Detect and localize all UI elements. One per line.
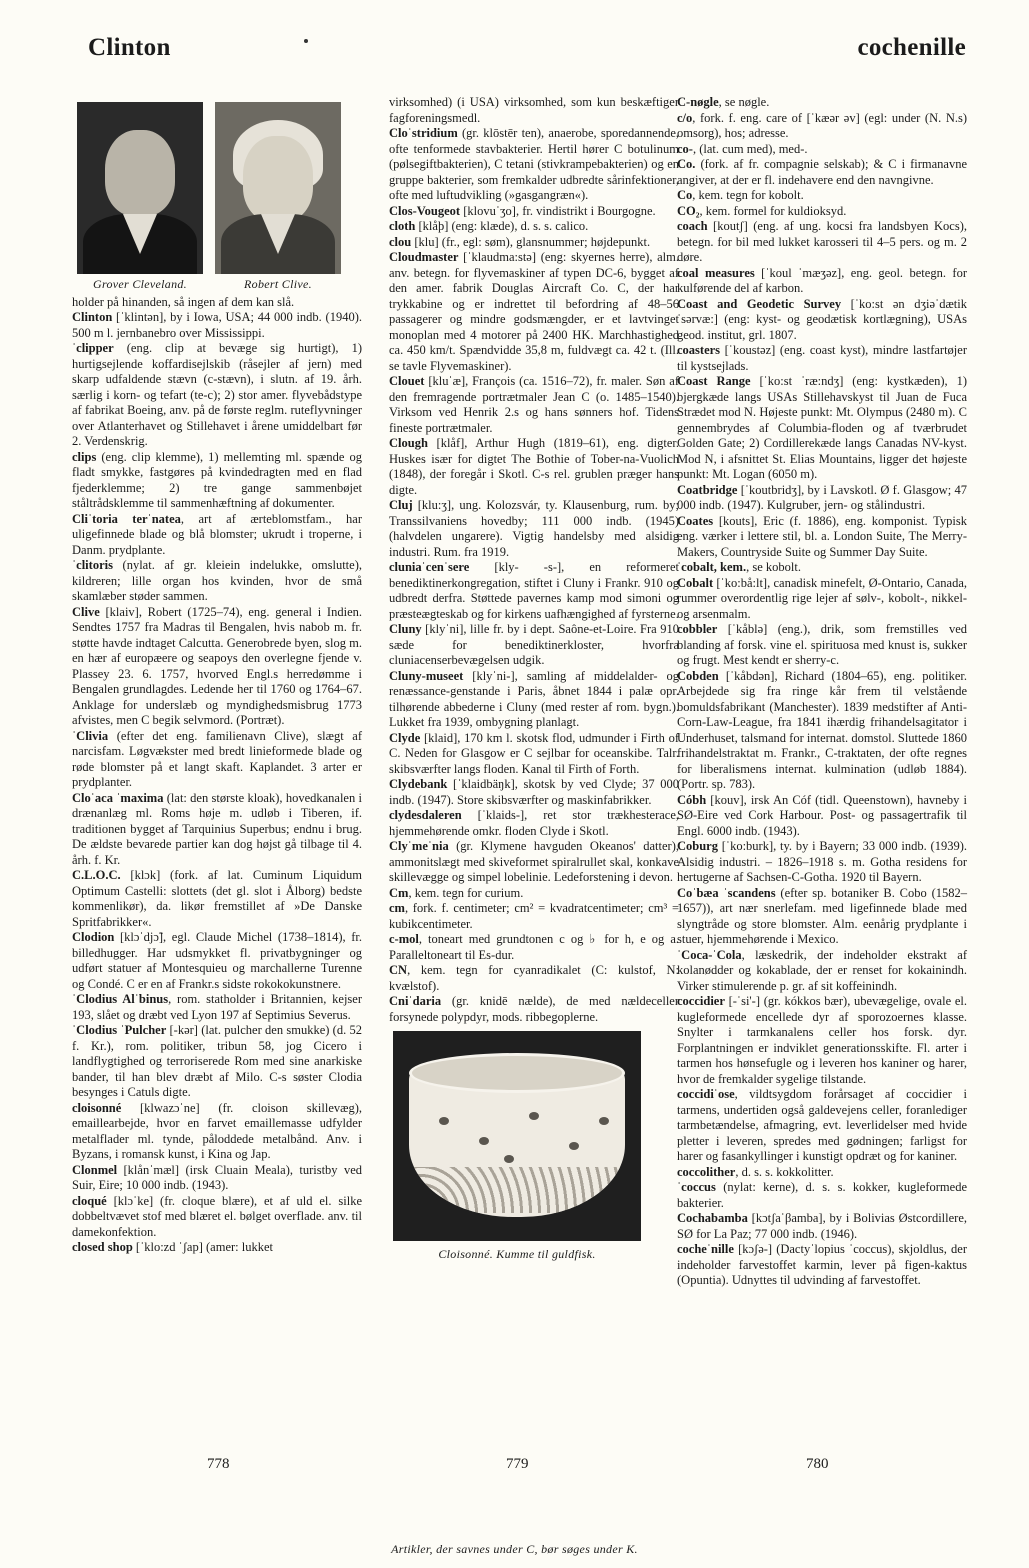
entry-headword: Cloˈstridium	[389, 126, 458, 140]
entry-text: , (lat. cum med), med-.	[692, 141, 808, 156]
entry-text: [ˈklo:zd ˈʃap] (amer: lukket	[132, 1240, 273, 1254]
entry-text: [klɔˈke] (fr. cloque blære), et af uld el. silke dobbeltvævet stof med blæret el. bølget overflade. anv. til damekonfektion.	[72, 1193, 362, 1239]
entry-headword: ˈcoccus	[677, 1180, 716, 1194]
entry-text: [klu:ʒ], ung. Kolozsvár, ty. Klausenburg, rum. by; Transsilvaniens hovedby; 111 000 indb. (1945) (halvdelen ungarere). Vigtig handelsby med alsidig industri. Rum. fra 1919.	[389, 498, 679, 559]
dictionary-entry	[389, 669, 679, 731]
entry-headword: ˈClivia	[72, 728, 109, 743]
entry-text: [ˈkoul ˈmæʒəz], eng. geol. betegn. for kulførende del af karbon.	[677, 265, 967, 295]
entry-headword: Cochabamba	[677, 1211, 748, 1225]
entry-text: , fork. f. centimeter; cm² = kvadratcentimeter; cm³ = kubikcentimeter.	[389, 901, 679, 931]
entry-text: (fork. af fr. compagnie selskab); & C i firmanavne angiver, at der er fl. indehavere end den navngivne.	[677, 157, 967, 187]
entry-headword: Cobden	[677, 668, 719, 683]
dictionary-entry	[72, 868, 362, 930]
entry-text: [klånˈmæl] (irsk Cluain Meala), turistby ved Suir, Eire; 10 000 indb. (1943).	[72, 1162, 362, 1192]
entry-headword: coccolither	[677, 1164, 736, 1179]
entry-text: [ˈkoutbridʒ], by i Lavskotl. Ø f. Glasgow; 47 000 indb. (1947). Kulgruber, jern- og stålindustri.	[677, 482, 967, 512]
footer-note: Artikler, der savnes under C, bør søges under K.	[391, 1542, 638, 1556]
dictionary-entry	[72, 1163, 362, 1194]
entry-headword: ˈClodius ˈPulcher	[72, 1023, 167, 1037]
entry-headword: c/o	[677, 110, 693, 125]
dictionary-entry	[677, 793, 967, 840]
entry-text: [-kər] (lat. pulcher den smukke) (d. 52 f. Kr.), rom. politiker, tribun 58, jog Cicero i landflygtighed og terroriserede Rom med sine anarkiske bander, til han blev dræbt af Milo. C-s søster Clodia besynges i Catuls digte.	[72, 1023, 362, 1099]
dictionary-entry	[677, 142, 967, 158]
entry-headword: coccidier	[677, 994, 725, 1008]
entry-headword: cloth	[389, 219, 416, 233]
dictionary-entry	[72, 1194, 362, 1241]
entry-text: [kouts], Eric (f. 1886), eng. komponist. Typisk eng. værker i lettere stil, bl. a. London Suite, The Merry-Makers, Countryside Suite og Summer Day Suite.	[677, 513, 967, 559]
entry-text: [klåf], Arthur Hugh (1819–61), eng. digter. Huskes især for digtet The Bothie of Tober-na-Vuolich (1848), der foregår i Skotl. C-s rel. grublen præger hans digte.	[389, 436, 679, 497]
dictionary-entry	[389, 250, 679, 374]
portrait-cleveland	[74, 102, 206, 293]
entry-headword: Clyde	[389, 730, 421, 745]
entry-text: [klovuˈʒo], fr. vindistrikt i Bourgogne.	[460, 203, 656, 218]
column-2	[389, 95, 679, 1263]
page-number-779: 779	[506, 1456, 529, 1472]
dictionary-entry	[677, 157, 967, 188]
entry-text: , kem. tegn for cyanradikalet (C: kulstof, N: kvælstof).	[389, 963, 679, 993]
entry-text: [klu] (fr., egl: søm), glansnummer; højdepunkt.	[411, 234, 651, 249]
entry-text: [klåþ] (eng: klæde), d. s. s. calico.	[415, 219, 589, 233]
entry-text: [klwazɔˈne] (fr. cloison skillevæg), emaillearbejde, hvor en farvet emaillemasse udfylder metalflader ml. tynde, påloddede metalbånd. Anv. i Byzans, i romansk kunst, i Kina og Jap.	[72, 1100, 362, 1161]
entry-headword: Cobalt	[677, 575, 714, 590]
entry-text: (nylat. af gr. kleiein indelukke, omslutte), kildreren; lille organ hos kvinden, hvor de små skamlæber støder sammen.	[72, 558, 362, 603]
entry-headword: C-nøgle	[677, 95, 719, 109]
dictionary-entry	[677, 343, 967, 374]
portrait-figure	[74, 102, 344, 293]
portrait-image	[77, 102, 203, 274]
entry-text: , art af ærteblomstfam., har uligefinnede blade og blå blomster; ukrudt i troperne, i Danm. prydplante.	[72, 511, 363, 557]
entry-headword: CN	[389, 963, 408, 977]
entry-text: (gr. Klymene havguden Okeanos' datter), ammonitslægt med skiveformet spiralrullet skal, konkave skillevægge og simpel lobelinie. Ledeforstening i devon.	[389, 839, 679, 884]
entry-text: [ˈko:st ˈræ:ndʒ] (eng: kystkæden), 1) bjergkæde langs USAs Stillehavskyst til Juan de Fuca Strædet mod N. Højeste punkt: Mt. Olympus (2480 m). C gennembrydes af Columbia-floden og af tværbrudet Golden Gate; 2) Cordillerekæde langs Canadas NV-kyst. Mod N, i afsnittet St. Elias Mountains, ligger det højeste punkt: Mt. Logan (6050 m).	[677, 374, 967, 481]
entry-text: [ˈkoustəz] (eng. coast kyst), mindre lastfartøjer til kystsejlads.	[677, 343, 967, 373]
entry-headword: Coburg	[677, 839, 718, 853]
dictionary-entry	[72, 791, 362, 869]
entry-headword: Clyˈmeˈnia	[389, 839, 449, 853]
entry-text: (efter sp. botaniker B. Cobo (1582–1657)), art nær snerlefam. med ligefinnede blade med slyngtråde og store blomster. Alm. eenårig prydplante i stuer, hjemmehørende i Mexico.	[677, 885, 967, 946]
dictionary-entry	[72, 295, 362, 311]
cloisonne-figure	[393, 1031, 641, 1263]
dictionary-entry	[389, 932, 679, 963]
entry-headword: clips	[72, 449, 97, 464]
dictionary-entry	[389, 622, 679, 669]
portrait-caption: Robert Clive.	[244, 277, 312, 291]
dictionary-entry	[677, 948, 967, 995]
entry-headword: Clive	[72, 604, 100, 619]
entry-headword: ˈClodius Alˈbinus	[72, 992, 169, 1006]
entry-text: [ˈklaids-], ret stor trækhesterace, hjemmehørende omkr. floden Clyde i Skotl.	[389, 808, 679, 838]
entry-text: [kly- -s-], en reformeret benediktinerkongregation, stiftet i Cluny i Frankr. 910 og udbredt derfra. Støttede pavernes kamp mod simoni og præsteægteskab og for kirkens uafhængighed af fyrsterne.	[389, 560, 679, 621]
entry-headword: cloisonné	[72, 1100, 122, 1115]
entry-headword: Clos-Vougeot	[389, 203, 461, 218]
entry-text: [-ˈsi'-] (gr. kókkos bær), ubevægelige, ovale el. kugleformede encellede dyr af sporozoernes klasse. Snylter i tarmkanalens celler hos forsk. dyr. Forplantningen er indviklet generationsskifte. Fl. arter i tarmen hos hønsefugle og i leveren hos kaniner og harer, hvor de fremkalder sygelige tilstande.	[677, 994, 967, 1086]
entry-text: [ˈkåblə] (eng.), drik, som fremstilles ved blanding af forsk. vine el. spirituosa med knust is, sukker og frugt. Mest kendt er sherry-c.	[677, 622, 967, 667]
portrait-clive	[212, 102, 344, 293]
entry-text: (gr. klōstēr ten), anaerobe, sporedannende, ofte tenformede stavbakterier. Hertil hører C botulinum (pølsegiftbakterien), C tetani (stivkrampebakterien) og en gruppe bakterier, som fremkalder udbredte sårinfektioner, ofte med luftudvikling (»gasgangræn«).	[389, 126, 679, 202]
running-head-right: cochenille	[857, 34, 966, 61]
entry-text: (eng. clip klemme), 1) mellemting ml. spænde og fladt smykke, fastgøres på kvindedragten med en flad fjederklemme; 2) tre gange sammenbøjet ståltrådsklemme til sammenhæftning af dokumenter.	[72, 449, 362, 510]
dictionary-entry	[677, 188, 967, 204]
entry-headword: Cluj	[389, 498, 413, 512]
entry-headword: Cloudmaster	[389, 250, 459, 264]
dictionary-entry	[389, 95, 679, 126]
dictionary-entry	[677, 95, 967, 111]
entry-headword: Coatbridge	[677, 482, 738, 497]
entry-headword: Cloˈaca ˈmaxima	[72, 790, 164, 805]
dictionary-entry	[677, 886, 967, 948]
dictionary-entry	[389, 731, 679, 778]
entry-headword: Co	[677, 188, 693, 202]
column-3	[677, 95, 967, 1289]
entry-headword: cobbler	[677, 622, 718, 636]
entry-text: [ˈklintən], by i Iowa, USA; 44 000 indb. (1940). 500 m l. jernbanebro over Mississippi.	[72, 310, 362, 340]
entry-text: [ˈko:burk], ty. by i Bayern; 33 000 indb. (1939). Alsidig industri. – 1826–1918 s. m. Gotha residens for hertugerne af Sachsen-C-Gotha. 1920 til Bayern.	[677, 839, 967, 884]
entry-text: holder på hinanden, så ingen af dem kan slå.	[72, 294, 295, 309]
dictionary-entry	[389, 839, 679, 886]
dictionary-entry	[389, 374, 679, 436]
cloisonne-bowl-image	[393, 1031, 641, 1241]
entry-headword: cm	[389, 901, 405, 915]
entry-headword: coasters	[677, 343, 721, 357]
entry-headword: Clinton	[72, 310, 113, 324]
entry-text: , kem. tegn for curium.	[408, 885, 524, 900]
dictionary-entry	[677, 622, 967, 669]
entry-text: [klaiv], Robert (1725–74), eng. general i Indien. Sendtes 1757 fra Madras til Bengalen, hvis nabob m. fr. støtte havde indtaget Calcutta. Generobrede byen, slog m. en hær af europæere og seapoys den overlegne fjende v. Plassey 23. 6. 1757, hvorved Engl.s herredømme i Bengalen grundlagdes. Ledende her til 1760 og 1764–67. Anklage for underslæb og myndighedsmisbrug 1773 afvistes, men C begik selvmord. (Portræt).	[72, 604, 362, 727]
dictionary-entry	[677, 994, 967, 1087]
entry-text: [kouv], irsk An Cóf (tidl. Queenstown), havneby i SØ-Eire ved Cork Harbour. Post- og passagertrafik til Engl. 6000 indb. (1943).	[677, 792, 967, 838]
dictionary-entry	[389, 560, 679, 622]
entry-text: [kluˈæ], François (ca. 1516–72), fr. maler. Søn af den fremragende portrætmaler Jean C (o. 1485–1540). Virksom ved Henrik 2.s og hans sønners hof. Tidens fineste portrætmaler.	[389, 374, 679, 435]
entry-headword: closed shop	[72, 1240, 133, 1254]
entry-headword: Coˈbæa ˈscandens	[677, 885, 776, 900]
dictionary-entry	[677, 669, 967, 793]
entry-text: [ˈko:bå:lt], canadisk minefelt, Ø-Ontario, Canada, rummer overordentlig rige lejer af sølv-, kobolt-, nikkel- og arsenmalm.	[677, 575, 967, 621]
dictionary-entry	[677, 204, 967, 220]
entry-headword: C.L.O.C.	[72, 868, 121, 882]
portrait-caption: Grover Cleveland.	[93, 277, 187, 291]
dictionary-entry	[389, 436, 679, 498]
dictionary-entry	[677, 1165, 967, 1181]
entry-text: [klaid], 170 km l. skotsk flod, udmunder i Firth of C. Neden for Glasgow er C sejlbar for oceanskibe. Talr. skibsværfter langs floden. Kanal til Firth of Forth.	[389, 730, 679, 776]
entry-headword: Clouet	[389, 374, 425, 388]
dictionary-entry	[389, 808, 679, 839]
entry-text: [kɔtʃaˈβamba], by i Bolivias Østcordillere, SØ for La Paz; 77 000 indb. (1946).	[677, 1211, 967, 1241]
entry-headword: co-	[677, 141, 693, 156]
running-head-left: Clinton	[88, 34, 171, 61]
entry-headword: Cliˈtoria terˈnatea	[72, 511, 181, 526]
dictionary-entry	[389, 204, 679, 220]
entry-headword: coal measures	[677, 265, 755, 280]
entry-text: , se kobolt.	[746, 560, 801, 574]
entry-headword: Co.	[677, 157, 696, 171]
dictionary-entry	[677, 219, 967, 266]
dictionary-entry	[389, 126, 679, 204]
entry-headword: ˈclipper	[72, 341, 114, 355]
dictionary-entry	[677, 839, 967, 886]
entry-headword: coccidiˈose	[677, 1087, 735, 1101]
dictionary-entry	[677, 576, 967, 623]
dictionary-entry	[389, 498, 679, 560]
entry-text: , kem. tegn for kobolt.	[692, 188, 804, 202]
dictionary-entry	[389, 886, 679, 902]
dictionary-entry	[677, 266, 967, 297]
entry-headword: Coast and Geodetic Survey	[677, 296, 842, 311]
dictionary-entry	[389, 235, 679, 251]
dictionary-entry	[677, 514, 967, 561]
entry-text: virksomhed) (i USA) virksomhed, som kun beskæftiger fagforeningsmedl.	[389, 95, 679, 125]
entry-text: (lat: den største kloak), hovedkanalen i drænanlæg ml. Roms høje m. udløb i Tiberen, if. traditionen bygget af Tarquinius Superbus; endnu i brug. De ældste bevarede partier kan dog højst gå tilbage til 4. årh. f. Kr.	[72, 790, 362, 867]
dictionary-entry	[389, 994, 679, 1025]
cloisonne-caption: Cloisonné. Kumme til guldfisk.	[438, 1247, 596, 1261]
entry-text: [klɔk] (fork. af lat. Cuminum Liquidum Optimum Castelli: slottets (det gl. slot i Ålborg) bedste kommenlikør), da. likør fremstillet af »De Danske Spritfabrikker«.	[72, 868, 362, 929]
dictionary-entry	[677, 1242, 967, 1289]
dictionary-entry	[72, 512, 362, 559]
entry-headword: c-mol	[389, 932, 419, 946]
entry-headword: Clydebank	[389, 777, 448, 791]
dictionary-entry	[677, 1180, 967, 1211]
entry-text: [klɔˈdjɔ̃], egl. Claude Michel (1738–1814), fr. billedhugger. Har udsmykket fl. privatbygninger og udført statuer af Montesquieu og marchallerne Turenne og Condé. C er en af Frankr.s sidste rokokokunstnere.	[72, 930, 362, 991]
portrait-image	[215, 102, 341, 274]
entry-headword: Cm	[389, 885, 409, 900]
entry-text: [ˈklaidbäŋk], skotsk by ved Clyde; 37 000 indb. (1947). Store skibsværfter og maskinfabrikker.	[389, 777, 679, 807]
entry-text: , rom. statholder i Britannien, kejser 193, slået og dræbt ved Lyon 197 af Septimius Severus.	[72, 992, 362, 1022]
entry-text: , d. s. s. kokkolitter.	[735, 1164, 834, 1179]
page-number-780: 780	[806, 1456, 829, 1472]
entry-headword: CO₂	[677, 203, 700, 218]
entry-text: (gr. knidē nælde), de med nældeceller forsynede polypdyr, mods. ribbegoplerne.	[389, 994, 679, 1024]
dictionary-entry	[72, 1240, 362, 1256]
dictionary-entry	[72, 450, 362, 512]
entry-headword: ˈcobalt, kem.	[677, 560, 747, 574]
entry-headword: cloqué	[72, 1193, 107, 1208]
dictionary-entry	[389, 777, 679, 808]
entry-text: [ˈklaudma:stə] (eng: skyernes herre), alm. anv. betegn. for flyvemaskiner af typen DC-6, bygget af den amer. fabrik Douglas Aircraft Co. C, der har trykkabine og er indrettet til befordring af 48–56 passagerer og mindre godsmængder, er et lavtvinget monoplan med 4 motorer på 2400 HK. Marchhastighed ca. 450 km/t. Spændvidde 35,8 m, fuldvægt ca. 42 t. (Ill. se tavle Flyvemaskiner).	[389, 250, 679, 373]
dictionary-entry	[72, 1101, 362, 1163]
entry-text: [klyˈni], lille fr. by i dept. Saône-et-Loire. Fra 910 sæde for benediktinerkloster, hvorfra cluniacenserbevægelsen udgik.	[389, 622, 679, 667]
dictionary-entry	[389, 963, 679, 994]
entry-text: [kɔʃə-] (Dactyˈlopius ˈcoccus), skjoldlus, der indeholder farvestoffet karmin, lever på figen-kaktus (Opuntia). Udnyttes til udvinding af farvestoffet.	[677, 1242, 967, 1287]
entry-text: , vildtsygdom forårsaget af coccidier i tarmens, undertiden også galdevejens celler, foranlediger tarmbetændelse, afmagring, evt. leverlidelser med hvide pletter i leveren, spredes med gødningen; farligst for harer og fasankyllinger i kunstigt opdræt og for kaniner.	[677, 1087, 967, 1163]
entry-headword: Coates	[677, 513, 714, 528]
dictionary-entry	[677, 297, 967, 344]
entry-text: (eng. clip at bevæge sig hurtigt), 1) hurtigsejlende koffardisejlskib (råsejler af jern) med skarp udfaldende stævn (c-stævn), i slutn. af 19. årh. særlig i korn- og tefart (te-c); 2) stor amer. flyvebådstype af fabrikat Boeing, anv. på de første reglm. ruteflyvninger over Atlanterhavet og Stillehavet i årene umiddelbart før 2. Verdenskrig.	[72, 341, 362, 448]
entry-headword: Coast Range	[677, 374, 751, 388]
entry-text: , toneart med grundtonen c og ♭ for h, e og a. Paralleltoneart til Es-dur.	[389, 932, 679, 962]
entry-headword: ˈCoca-ˈCola	[677, 947, 742, 962]
entry-text: (nylat: kerne), d. s. s. kokker, kugleformede bakterier.	[677, 1180, 967, 1210]
entry-headword: Cluny-museet	[389, 668, 464, 683]
column-1	[72, 102, 362, 1256]
page-number-778: 778	[207, 1456, 230, 1472]
entry-headword: clou	[389, 234, 412, 249]
dictionary-entry	[677, 1211, 967, 1242]
entry-headword: Cniˈdaria	[389, 994, 442, 1008]
dictionary-entry	[72, 729, 362, 791]
entry-headword: Cóbh	[677, 792, 707, 807]
entry-headword: Clonmel	[72, 1162, 118, 1177]
entry-text: , læskedrik, der indeholder ekstrakt af kolanødder og kokablade, der er renset for kokainindh. Virker stimulerende p. gr. af sit koffeinindh.	[677, 947, 967, 993]
dictionary-entry	[72, 341, 362, 450]
dictionary-entry	[677, 1087, 967, 1165]
dictionary-entry	[389, 901, 679, 932]
dictionary-entry	[677, 560, 967, 576]
dictionary-entry	[677, 111, 967, 142]
entry-text: (efter det eng. familienavn Clive), slægt af narcisfam. Løgvækster med bredt linieformede blade og røde blomster på et langt skaft. Kaplandet. 3 arter er prydplanter.	[72, 728, 362, 789]
entry-headword: ˈclitoris	[72, 558, 113, 572]
header-dot	[304, 39, 308, 43]
entry-text: , se nøgle.	[718, 95, 770, 109]
dictionary-entry	[677, 374, 967, 483]
dictionary-entry	[72, 930, 362, 992]
entries-col3	[677, 95, 967, 1289]
entry-text: [koutʃ] (eng. af ung. kocsi fra landsbyen Kocs), betegn. for bil med lukket karosseri til 4–5 pers. og m. 2 døre.	[677, 219, 967, 264]
entries-col1	[72, 295, 362, 1256]
entry-headword: Clough	[389, 436, 428, 450]
dictionary-entry	[72, 605, 362, 729]
entries-col2	[389, 95, 679, 1025]
entry-text: [ˈko:st ən dʒiəˈdætik ˈsərvæ:] (eng: kyst- og geodætisk kortlægning), USAs geod. institut, grl. 1807.	[677, 296, 967, 342]
entry-text: , fork. f. eng. care of [ˈkæər əv] (egl: under (N. N.s) omsorg), hos; adresse.	[677, 110, 967, 140]
dictionary-entry	[389, 219, 679, 235]
dictionary-entry	[72, 558, 362, 605]
entry-text: [ˈkåbdən], Richard (1804–65), eng. politiker. Arbejdede sig fra ringe kår frem til velstående bomuldsfabrikant (Manchester). 1839 medstifter af Anti-Corn-Law-League, fra 1841 ihærdig frihandelsagitator i Underhuset, talsmand for internat. domstol. Sluttede 1860 frihandelstraktat m. Frankr., C-traktaten, der ofte regnes for liberalismens internat. kulmination (udløb 1884). (Portr. sp. 783).	[677, 668, 967, 791]
entry-headword: Cluny	[389, 622, 422, 636]
entry-headword: coach	[677, 219, 708, 233]
entry-headword: cluniaˈcenˈsere	[389, 560, 470, 574]
entry-headword: Clodion	[72, 930, 115, 944]
dictionary-entry	[72, 310, 362, 341]
entry-headword: cocheˈnille	[677, 1242, 734, 1256]
dictionary-entry	[677, 483, 967, 514]
dictionary-entry	[72, 1023, 362, 1101]
dictionary-entry	[72, 992, 362, 1023]
entry-text: [klyˈni-], samling af middelalder- og renæssance-genstande i Paris, åbnet 1844 i palæ opr. tilhørende abbederne i Cluny (med rester af rom. bygn.). Lukket fra 1939, ombygning planlagt.	[389, 668, 679, 729]
entry-text: , kem. formel for kuldioksyd.	[699, 203, 847, 218]
entry-headword: clydesdaleren	[389, 808, 462, 822]
